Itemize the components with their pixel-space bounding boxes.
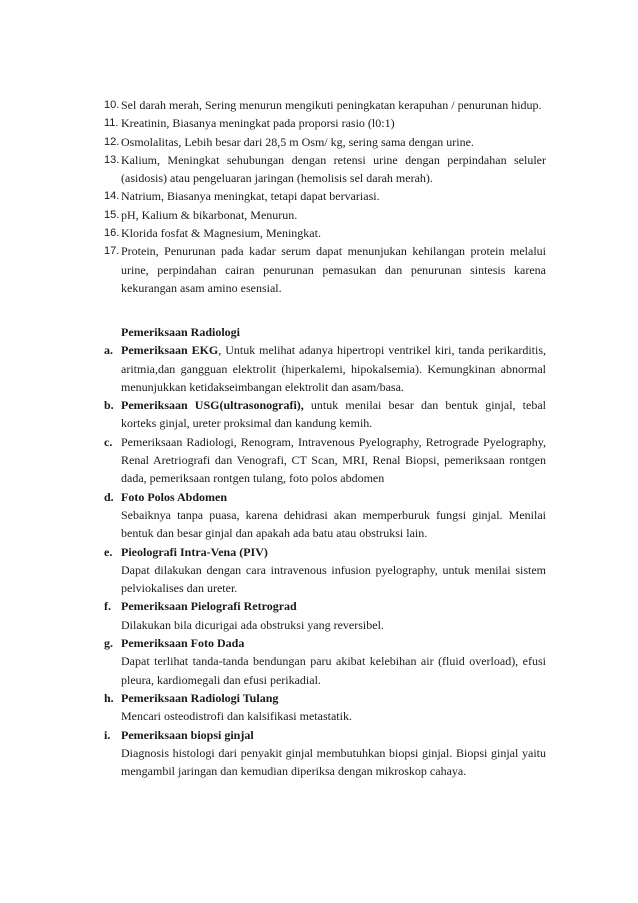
item-text: Protein, Penurunan pada kadar serum dapat menunjukan kehilangan protein melalui urine, perpindahan cairan penurunan pemasukan dan penurunan sintesis karena kekurangan asam amino esensial. [121,244,546,295]
item-number: 15. [104,208,120,221]
item-number: 13. [104,153,120,166]
item-text: Klorida fosfat & Magnesium, Meningkat. [121,226,321,241]
item-heading: Pemeriksaan Foto Dada [121,636,245,651]
radiology-item-f [104,597,546,634]
list-item [104,151,546,188]
radiology-item-b [104,396,546,433]
list-item [104,206,546,224]
radiology-item-c [104,433,546,488]
item-text: Osmolalitas, Lebih besar dari 28,5 m Osm/ kg, sering sama dengan urine. [121,134,474,149]
item-text: Kreatinin, Biasanya meningkat pada proporsi rasio (l0:1) [121,116,395,131]
item-heading: Pemeriksaan Pielografi Retrograd [121,599,297,614]
item-text: Mencari osteodistrofi dan kalsifikasi metastatik. [121,709,352,724]
item-letter: b. [104,398,114,413]
item-text: untuk menilai besar dan bentuk ginjal, tebal korteks ginjal, ureter proksimal dan kandung kemih. [121,398,547,431]
item-letter: h. [104,690,114,705]
item-letter: i. [104,727,111,742]
item-number: 12. [104,135,120,148]
item-letter: f. [104,599,111,614]
item-letter: g. [104,636,113,651]
item-heading: Foto Polos Abdomen [121,489,228,504]
radiology-item-e [104,543,546,598]
item-text: , Untuk melihat adanya hipertropi ventrikel kiri, tanda perikarditis, aritmia,dan gangguan elektrolit (hiperkalemi, hipokalsemia). Kemungkinan abnormal menunjukkan ketidakseimbangan elektrolit dan asam/basa. [121,343,546,394]
radiology-item-h [104,689,546,726]
section-title: Pemeriksaan Radiologi [121,325,240,339]
item-heading: Pemeriksaan USG(ultrasonografi), [121,398,304,413]
item-text: Dapat terlihat tanda-tanda bendungan paru akibat kelebihan air (fluid overload), efusi pleura, kardiomegali dan efusi perikadial. [121,654,546,687]
radiology-section [104,323,546,780]
item-text: Diagnosis histologi dari penyakit ginjal membutuhkan biopsi ginjal. Biopsi ginjal yaitu mengambil jaringan dan kemudian diperiksa dengan mikroskop cahaya. [121,745,546,779]
item-text: Natrium, Biasanya meningkat, tetapi dapat bervariasi. [121,189,380,204]
radiology-item-g [104,634,546,689]
item-number: 11. [104,117,119,130]
item-text: Kalium, Meningkat sehubungan dengan retensi urine dengan perpindahan seluler (asidosis) atau pengeluaran jaringan (hemolisis sel darah merah). [121,152,546,186]
item-text: Sel darah merah, Sering menurun mengikuti peningkatan kerapuhan / penurunan hidup. [121,98,542,112]
item-number: 14. [104,190,120,203]
list-item [104,114,546,132]
radiology-item-d [104,488,546,543]
list-item [104,133,546,151]
numbered-list [104,96,546,297]
item-heading: Pieolografi Intra-Vena (PIV) [121,544,268,559]
item-letter: d. [104,489,114,504]
list-item [104,187,546,205]
item-heading: Pemeriksaan Radiologi Tulang [121,690,279,705]
item-heading: Pemeriksaan EKG [121,343,219,358]
list-item [104,224,546,242]
item-number: 16. [104,227,120,240]
item-text: Dapat dilakukan dengan cara intravenous infusion pyelography, untuk menilai sistem pelviokalises dan ureter. [121,562,546,596]
item-text: pH, Kalium & bikarbonat, Menurun. [121,207,298,222]
list-item [104,96,546,114]
item-letter: a. [104,343,113,358]
item-letter: c. [104,434,113,449]
radiology-item-i [104,726,546,781]
item-number: 17. [104,245,120,258]
radiology-item-a [104,341,546,396]
item-heading: Pemeriksaan biopsi ginjal [121,727,254,742]
item-text: Pemeriksaan Radiologi, Renogram, Intravenous Pyelography, Retrograde Pyelography, Renal Aretriografi dan Venografi, CT Scan, MRI, Renal Biopsi, pemeriksaan rontgen dada, pemeriksaan rontgen tulang, foto polos abdomen [121,434,546,486]
item-text: Sebaiknya tanpa puasa, karena dehidrasi akan memperburuk fungsi ginjal. Menilai bentuk dan besar ginjal dan apakah ada batu atau obstruksi lain. [121,507,546,541]
item-text: Dilakukan bila dicurigai ada obstruksi yang reversibel. [121,617,384,632]
item-number: 10. [104,99,120,111]
item-letter: e. [104,544,113,559]
list-item [104,242,546,297]
